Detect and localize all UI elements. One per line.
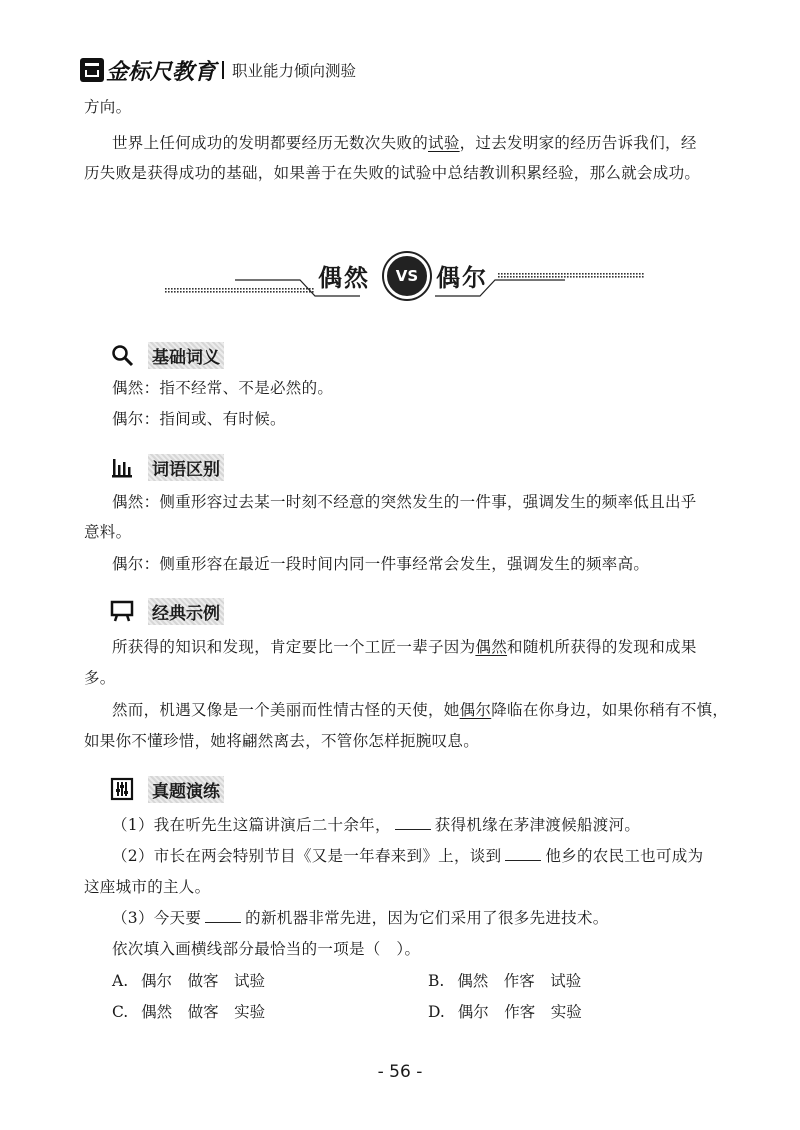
diff-line-2: 偶尔：侧重形容在最近一段时间内同一件事经常会发生，强调发生的频率高。 [112,555,650,573]
intro-paragraph-line-2: 历失败是获得成功的基础，如果善于在失败的试验中总结教训积累经验，那么就会成功。 [84,164,701,182]
diff-line-1: 偶然：侧重形容过去某一时刻不经意的突然发生的一件事，强调发生的频率低且出乎 [112,493,697,511]
question-text: （1）我在听先生这篇讲演后二十余年， [112,816,391,834]
answer-blank [395,813,431,830]
section-title-basic: 基础词义 [148,342,224,369]
vs-badge: VS [384,253,430,299]
example-underlined-word: 偶然 [475,638,508,656]
option-a[interactable]: A. 偶尔 做客 试验 [112,972,266,990]
section-header-basic [110,341,224,369]
question-text: （2）市长在两会特别节目《又是一年春来到》上，谈到 [112,847,502,865]
option-d[interactable]: D. 偶尔 作客 实验 [428,1003,582,1021]
banner-word-right: 偶尔 [436,263,488,292]
presentation-board-icon [110,599,134,623]
header-subtitle: 职业能力倾向测验 [232,62,357,80]
question-prompt: 依次填入画横线部分最恰当的一项是（ ）。 [112,940,421,958]
question-text-cont: 获得机缘在茅津渡候船渡河。 [434,816,641,834]
intro-text: 世界上任何成功的发明都要经历无数次失败的 [112,134,429,152]
example-text: 然而，机遇又像是一个美丽而性情古怪的天使，她 [112,701,460,719]
banner-word-left: 偶然 [318,263,370,292]
example-1-line-2: 多。 [84,669,116,687]
question-text-cont: 他乡的农民工也可成为 [545,847,704,865]
intro-line-0: 方向。 [84,98,132,116]
example-2-line-1 [112,695,752,725]
question-text: （3）今天要 [112,909,202,927]
brand-name: 金标尺教育 [106,59,217,85]
section-header-practice [110,775,224,803]
section-header-diff [110,453,224,481]
section-header-example [110,597,224,625]
example-text: 所获得的知识和发现，肯定要比一个工匠一辈子因为 [112,638,476,656]
left-dotted-rule [165,288,315,294]
answer-blank [505,844,541,861]
brand-logo-icon [80,58,104,82]
question-3 [112,903,752,933]
option-c[interactable]: C. 偶然 做客 实验 [112,1003,266,1021]
section-title-diff: 词语区别 [148,454,224,481]
intro-text-cont: ，过去发明家的经历告诉我们，经 [459,134,697,152]
basic-line-1: 偶然：指不经常、不是必然的。 [112,379,334,397]
example-text-cont: 降临在你身边，如果你稍有不慎， [491,701,729,719]
page-number: - 56 - [377,1062,423,1082]
magnifier-icon [110,343,134,367]
right-dotted-rule [497,272,645,278]
section-title-practice: 真题演练 [148,776,224,803]
intro-underlined-word: 试验 [428,134,460,152]
option-b[interactable]: B. 偶然 作客 试验 [428,972,582,990]
example-text-cont: 和随机所获得的发现和成果 [507,638,697,656]
question-2 [112,841,752,871]
intro-paragraph-line-1 [112,128,752,158]
bar-chart-icon [110,455,134,479]
section-title-example: 经典示例 [148,598,224,625]
question-2-cont: 这座城市的主人。 [84,878,211,896]
example-underlined-word: 偶尔 [459,701,492,719]
header-divider [222,61,224,79]
example-1-line-1 [112,632,752,662]
question-text-cont: 的新机器非常先进，因为它们采用了很多先进技术。 [245,909,609,927]
basic-line-2: 偶尔：指间或、有时候。 [112,410,286,428]
answer-blank [205,906,241,923]
example-2-line-2: 如果你不懂珍惜，她将翩然离去，不管你怎样扼腕叹息。 [84,732,480,750]
equalizer-sliders-icon [110,777,134,801]
diff-line-1b: 意料。 [84,523,132,541]
header-brand [80,56,356,84]
question-1 [112,810,752,840]
